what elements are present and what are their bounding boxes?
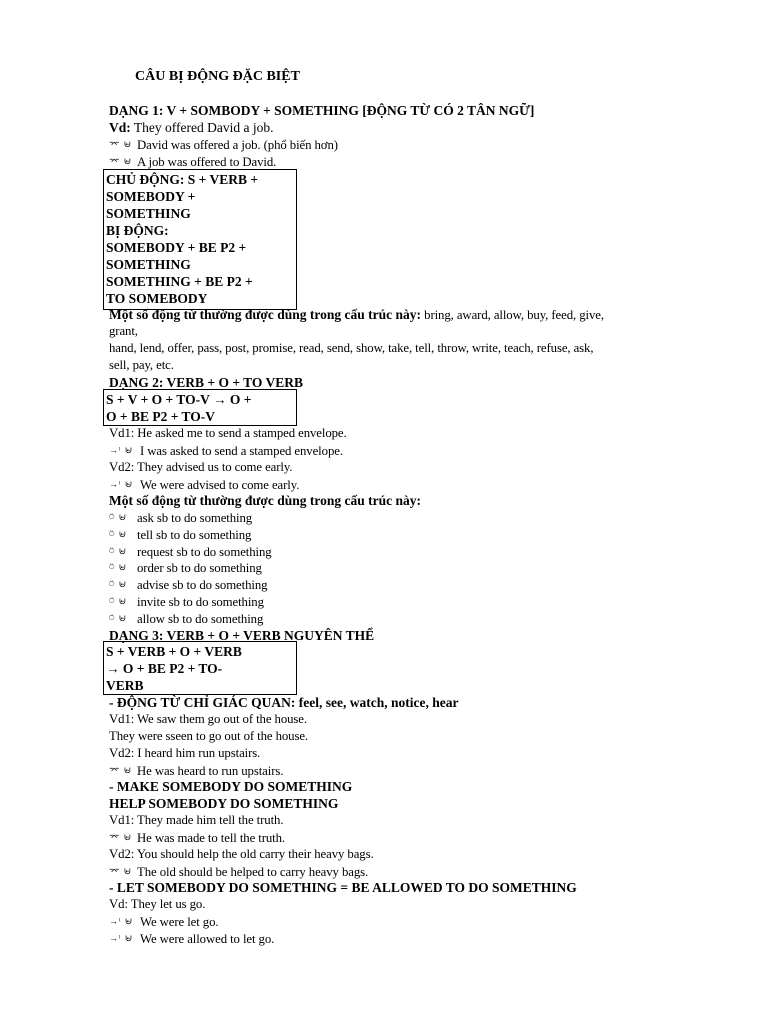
rule-line: SOMETHING	[106, 257, 191, 272]
rule-line: S + VERB + O + VERB	[106, 644, 242, 659]
item-text: allow sb to do something	[137, 612, 264, 626]
passive-text: We were advised to come early.	[140, 478, 300, 492]
dang2-passive-1	[109, 442, 343, 460]
bullet-icon: ⍥ ⊌	[109, 512, 128, 522]
passive-text: I was asked to send a stamped envelope.	[140, 444, 343, 458]
make-heading: - MAKE SOMEBODY DO SOMETHING	[109, 779, 353, 794]
rule-line: TO SOMEBODY	[106, 291, 208, 306]
dang1-verbs-cont: grant,	[109, 324, 138, 338]
dang1-verbs	[109, 306, 604, 324]
dang1-example	[109, 119, 273, 136]
arrow-icon: ⌤ ⊌	[109, 832, 133, 842]
dang1-heading: DẠNG 1: V + SOMBODY + SOMETHING [ĐỘNG TỪ CÓ 2 TÂN NGỮ]	[109, 103, 535, 118]
verbs-label: Một số động từ thường được dùng trong cấu trúc này:	[109, 307, 422, 322]
passive-text: A job was offered to David.	[137, 155, 277, 169]
rule-line: BỊ ĐỘNG:	[106, 223, 169, 238]
item-text: order sb to do something	[137, 561, 262, 575]
dang2-heading: DẠNG 2: VERB + O + TO VERB	[109, 375, 304, 390]
return-icon: →ˡ ⊌	[109, 479, 134, 489]
dang3-vd2: Vd2: I heard him run upstairs.	[109, 746, 261, 760]
senses-heading: - ĐỘNG TỪ CHỈ GIÁC QUAN: feel, see, watch, notice, hear	[109, 695, 459, 710]
passive-text: David was offered a job. (phổ biến hơn)	[137, 138, 338, 152]
item-text: tell sb to do something	[137, 528, 252, 542]
dang3-vd3: Vd1: They made him tell the truth.	[109, 813, 284, 827]
item-text: invite sb to do something	[137, 595, 264, 609]
list-item	[109, 559, 262, 577]
bullet-icon: ⍥ ⊌	[109, 579, 128, 589]
let-heading: - LET SOMEBODY DO SOMETHING = BE ALLOWED TO DO SOMETHING	[109, 880, 577, 895]
rule-line: SOMEBODY + BE P2 +	[106, 240, 247, 255]
dang2-rule-box	[103, 389, 297, 426]
bullet-icon: ⍥ ⊌	[109, 613, 128, 623]
dang2-verbs-label: Một số động từ thường được dùng trong cấu trúc này:	[109, 493, 422, 508]
bullet-icon: ⍥ ⊌	[109, 596, 128, 606]
passive-text: We were let go.	[140, 915, 219, 929]
dang2-vd1: Vd1: He asked me to send a stamped envelope.	[109, 426, 347, 440]
rule-line: CHỦ ĐỘNG: S + VERB +	[106, 172, 259, 187]
rule-line: SOMETHING + BE P2 +	[106, 274, 253, 289]
dang3-rule-box	[103, 641, 297, 695]
verbs-text: bring, award, allow, buy, feed, give,	[421, 308, 604, 322]
help-heading: HELP SOMEBODY DO SOMETHING	[109, 796, 339, 811]
rule-line: VERB	[106, 678, 144, 693]
dang3-passive-3	[109, 829, 285, 847]
arrow-icon: ⌤ ⊌	[109, 765, 133, 775]
rule-line: → O + BE P2 + TO-	[106, 661, 223, 676]
arrow-icon: ⌤ ⊌	[109, 139, 133, 149]
passive-text: He was made to tell the truth.	[137, 831, 286, 845]
dang1-verbs-cont: sell, pay, etc.	[109, 358, 174, 372]
dang1-verbs-cont: hand, lend, offer, pass, post, promise, read, send, show, take, tell, throw, write, teach, refuse, ask,	[109, 341, 594, 355]
item-text: advise sb to do something	[137, 578, 268, 592]
passive-text: The old should be helped to carry heavy bags.	[137, 865, 369, 879]
vd-text: They offered David a job.	[130, 120, 274, 135]
return-icon: →ˡ ⊌	[109, 916, 134, 926]
rule-line: SOMEBODY +	[106, 189, 196, 204]
dang1-passive-1	[109, 136, 338, 154]
list-item	[109, 576, 267, 594]
rule-line: S + V + O + TO-V → O +	[106, 392, 252, 407]
return-icon: →ˡ ⊌	[109, 445, 134, 455]
rule-line: O + BE P2 + TO-V	[106, 409, 216, 424]
vd-label: Vd:	[109, 120, 131, 135]
arrow-icon: ⌤ ⊌	[109, 866, 133, 876]
dang3-vd5: Vd: They let us go.	[109, 897, 206, 911]
dang1-rule-box	[103, 169, 297, 310]
list-item	[109, 526, 251, 544]
arrow-icon: ⌤ ⊌	[109, 156, 133, 166]
list-item	[109, 509, 252, 527]
bullet-icon: ⍥ ⊌	[109, 546, 128, 556]
return-icon: →ˡ ⊌	[109, 933, 134, 943]
bullet-icon: ⍥ ⊌	[109, 529, 128, 539]
page-title: CÂU BỊ ĐỘNG ĐẶC BIỆT	[135, 69, 300, 84]
list-item	[109, 593, 264, 611]
item-text: request sb to do something	[137, 545, 272, 559]
passive-text: He was heard to run upstairs.	[137, 764, 284, 778]
dang3-vd4: Vd2: You should help the old carry their heavy bags.	[109, 847, 374, 861]
bullet-icon: ⍥ ⊌	[109, 562, 128, 572]
dang3-passive-6	[109, 930, 274, 948]
passive-text: We were allowed to let go.	[140, 932, 275, 946]
dang3-passive-5	[109, 913, 218, 931]
dang3-passive-1: They were sseen to go out of the house.	[109, 729, 309, 743]
dang2-vd2: Vd2: They advised us to come early.	[109, 460, 293, 474]
dang3-heading: DẠNG 3: VERB + O + VERB NGUYÊN THỂ	[109, 628, 375, 643]
rule-line: SOMETHING	[106, 206, 191, 221]
item-text: ask sb to do something	[137, 511, 253, 525]
list-item	[109, 610, 263, 628]
dang3-vd1: Vd1: We saw them go out of the house.	[109, 712, 307, 726]
